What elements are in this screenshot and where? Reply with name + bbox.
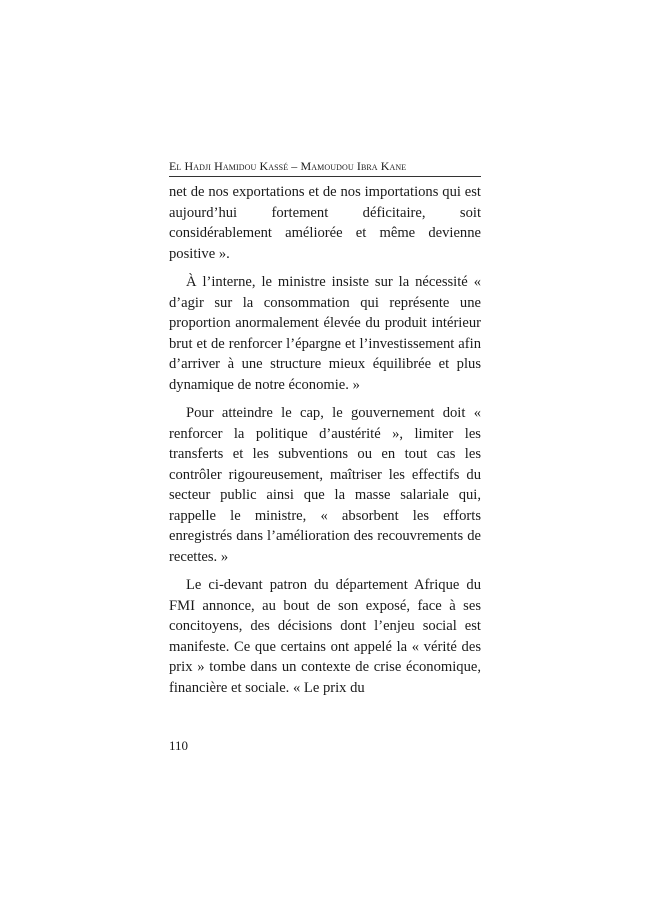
body-text	[169, 182, 481, 698]
book-page	[169, 158, 481, 698]
paragraph-2: À l’interne, le ministre insiste sur la nécessité « d’agir sur la consommation qui représente une proportion anormalement élevée du produit intérieur brut et de renforcer l’épargne et l’investissement afin d’arriver à une structure mieux équilibrée et plus dynamique de notre économie. »	[169, 274, 481, 393]
paragraph-4: Le ci-devant patron du département Afrique du FMI annonce, au bout de son exposé, face à ses concitoyens, des décisions dont l’enjeu social est manifeste. Ce que certains ont appelé la « vérité des prix » tombe dans un contexte de crise économique, financière et sociale. « Le prix du	[169, 577, 481, 696]
paragraph-3: Pour atteindre le cap, le gouvernement doit « renforcer la politique d’austérité », limiter les transferts et les subventions ou en tout cas les contrôler rigoureusement, maîtriser les effectifs du secteur public ainsi que la masse salariale qui, rappelle le ministre, « absorbent les efforts enregistrés dans l’amélioration des recouvrements de recettes. »	[169, 405, 481, 565]
page-number: 110	[169, 738, 189, 753]
paragraph-1: net de nos exportations et de nos importations qui est aujourd’hui fortement déficitaire, soit considérablement améliorée et même devienne positive ».	[169, 184, 481, 262]
running-head: El Hadji Hamidou Kassé – Mamoudou Ibra Kane	[169, 158, 481, 177]
